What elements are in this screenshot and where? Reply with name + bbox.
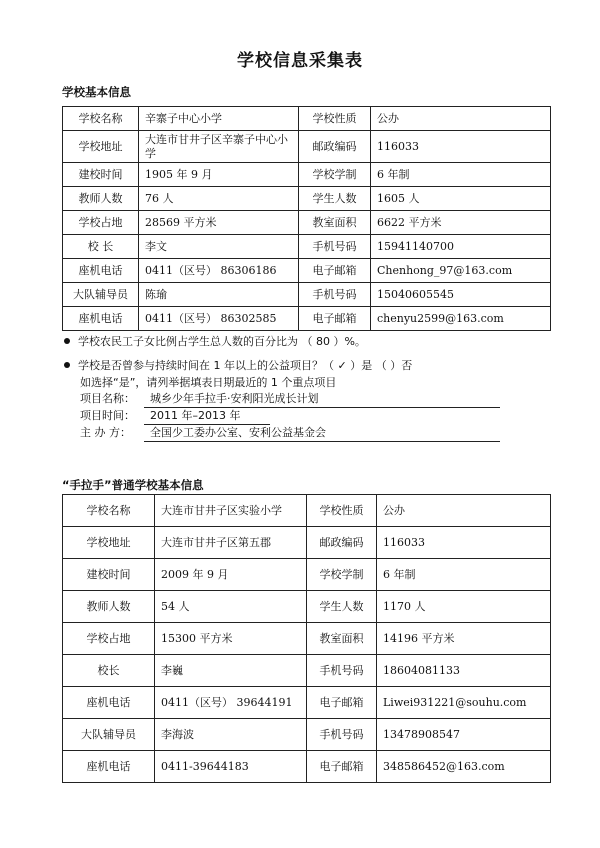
field-value: 1905 年 9 月: [139, 163, 299, 187]
project-time-value: 2011 年–2013 年: [144, 408, 270, 425]
school-info-table: [62, 106, 551, 331]
table-row: [63, 107, 551, 131]
project-name-label: 项目名称：: [80, 392, 135, 405]
field-value: 0411（区号） 39644191: [155, 687, 307, 719]
table-row: [63, 655, 551, 687]
field-label: 学生人数: [307, 591, 377, 623]
field-label: 校 长: [63, 235, 139, 259]
school-info-table-body: [63, 107, 551, 331]
field-label: 学校名称: [63, 107, 139, 131]
field-label: 教室面积: [307, 623, 377, 655]
field-label: 座机电话: [63, 307, 139, 331]
field-value: 0411-39644183: [155, 751, 307, 783]
field-label: 学校地址: [63, 131, 139, 163]
field-value: 14196 平方米: [377, 623, 551, 655]
project-time-label: 项目时间：: [80, 409, 135, 422]
field-value: 0411（区号） 86306186: [139, 259, 299, 283]
partner-school-table-body: [63, 495, 551, 783]
field-value: 54 人: [155, 591, 307, 623]
table-row: [63, 495, 551, 527]
table-row: [63, 259, 551, 283]
field-label: 手机号码: [307, 655, 377, 687]
field-value: 2009 年 9 月: [155, 559, 307, 591]
table-row: [63, 623, 551, 655]
field-value: 15941140700: [371, 235, 551, 259]
field-value: Chenhong_97@163.com: [371, 259, 551, 283]
field-value: 李巍: [155, 655, 307, 687]
project-name-row: [80, 391, 500, 408]
bullet-dot-icon: [64, 338, 70, 344]
field-label: 邮政编码: [307, 527, 377, 559]
charity-project-hint: [80, 375, 336, 391]
field-label: 电子邮箱: [299, 307, 371, 331]
field-value: 116033: [371, 131, 551, 163]
field-value: 116033: [377, 527, 551, 559]
field-value: 18604081133: [377, 655, 551, 687]
field-value: 0411（区号） 86302585: [139, 307, 299, 331]
table-row: [63, 751, 551, 783]
field-value: 6 年制: [377, 559, 551, 591]
charity-project-text: 学校是否曾参与持续时间在 1 年以上的公益项目？（ ✓ ）是 （ ）否: [78, 359, 413, 372]
table-row: [63, 591, 551, 623]
table-row: [63, 131, 551, 163]
field-label: 学生人数: [299, 187, 371, 211]
charity-project-question: [64, 358, 412, 374]
field-label: 建校时间: [63, 163, 139, 187]
field-label: 座机电话: [63, 751, 155, 783]
field-label: 邮政编码: [299, 131, 371, 163]
field-label: 座机电话: [63, 259, 139, 283]
field-label: 教师人数: [63, 187, 139, 211]
field-label: 手机号码: [299, 235, 371, 259]
field-label: 电子邮箱: [299, 259, 371, 283]
field-label: 学校占地: [63, 623, 155, 655]
table-row: [63, 559, 551, 591]
migrant-ratio-question: [64, 334, 366, 350]
field-value: 李海波: [155, 719, 307, 751]
table-row: [63, 163, 551, 187]
field-label: 学校学制: [307, 559, 377, 591]
charity-project-hint-text: 如选择“是”，请列举据填表日期最近的 1 个重点项目: [80, 376, 337, 389]
migrant-ratio-text: 学校农民工子女比例占学生总人数的百分比为 （ 80 ）%。: [78, 335, 366, 348]
field-value: 大连市甘井子区实验小学: [155, 495, 307, 527]
project-org-value: 全国少工委办公室、安利公益基金会: [144, 425, 500, 442]
project-time-row: [80, 408, 270, 425]
field-label: 学校性质: [299, 107, 371, 131]
section-title-partner-school: “手拉手”普通学校基本信息: [62, 478, 204, 492]
field-value: chenyu2599@163.com: [371, 307, 551, 331]
partner-school-table: [62, 494, 551, 783]
field-value: 大连市甘井子区辛寨子中心小学: [139, 131, 299, 163]
table-row: [63, 719, 551, 751]
field-value: 28569 平方米: [139, 211, 299, 235]
field-value: Liwei931221@souhu.com: [377, 687, 551, 719]
field-label: 大队辅导员: [63, 283, 139, 307]
table-row: [63, 527, 551, 559]
section-title-school-info: 学校基本信息: [62, 85, 131, 99]
field-label: 学校地址: [63, 527, 155, 559]
field-value: 6 年制: [371, 163, 551, 187]
field-value: 1605 人: [371, 187, 551, 211]
page-title: 学校信息采集表: [237, 51, 363, 71]
field-value: 陈瑜: [139, 283, 299, 307]
field-label: 电子邮箱: [307, 751, 377, 783]
table-row: [63, 687, 551, 719]
field-value: 15300 平方米: [155, 623, 307, 655]
field-label: 教师人数: [63, 591, 155, 623]
field-label: 座机电话: [63, 687, 155, 719]
field-label: 学校学制: [299, 163, 371, 187]
table-row: [63, 235, 551, 259]
field-label: 建校时间: [63, 559, 155, 591]
field-value: 辛寨子中心小学: [139, 107, 299, 131]
table-row: [63, 211, 551, 235]
project-org-row: [80, 425, 500, 442]
field-label: 手机号码: [307, 719, 377, 751]
field-value: 李文: [139, 235, 299, 259]
field-label: 手机号码: [299, 283, 371, 307]
field-label: 学校名称: [63, 495, 155, 527]
field-value: 15040605545: [371, 283, 551, 307]
project-name-value: 城乡少年手拉手·安利阳光成长计划: [144, 391, 500, 408]
field-value: 76 人: [139, 187, 299, 211]
field-label: 学校占地: [63, 211, 139, 235]
table-row: [63, 187, 551, 211]
field-label: 教室面积: [299, 211, 371, 235]
field-value: 公办: [371, 107, 551, 131]
field-label: 电子邮箱: [307, 687, 377, 719]
table-row: [63, 283, 551, 307]
project-org-label: 主 办 方：: [80, 426, 131, 439]
bullet-dot-icon: [64, 362, 70, 368]
field-label: 校长: [63, 655, 155, 687]
field-value: 大连市甘井子区第五郡: [155, 527, 307, 559]
field-label: 大队辅导员: [63, 719, 155, 751]
field-value: 13478908547: [377, 719, 551, 751]
field-value: 348586452@163.com: [377, 751, 551, 783]
table-row: [63, 307, 551, 331]
field-value: 公办: [377, 495, 551, 527]
field-value: 1170 人: [377, 591, 551, 623]
field-value: 6622 平方米: [371, 211, 551, 235]
field-label: 学校性质: [307, 495, 377, 527]
